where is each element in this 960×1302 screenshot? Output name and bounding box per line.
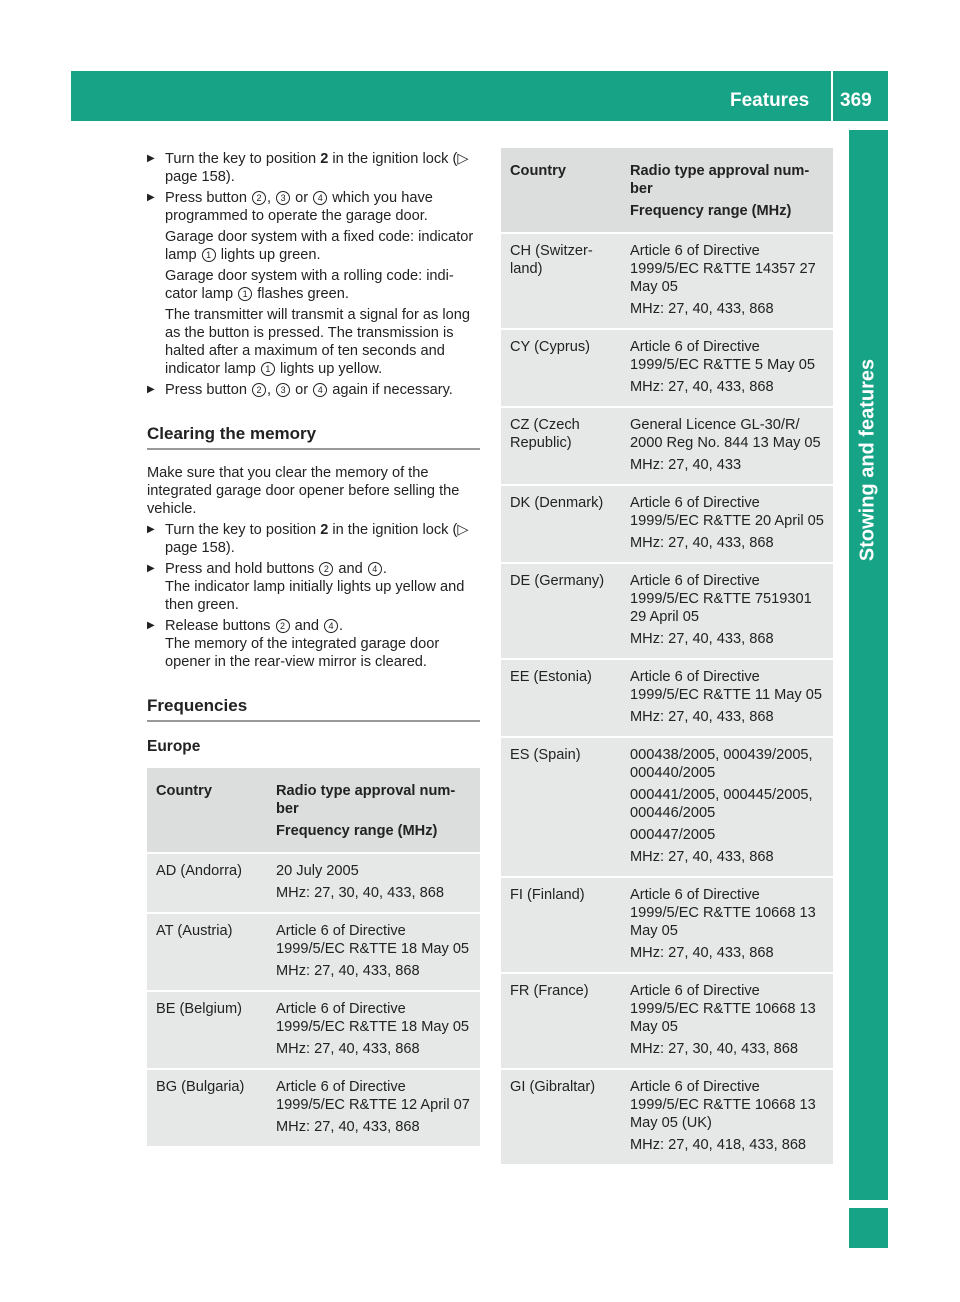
table-row: AT (Austria) Article 6 of Directive 1999/5/EC R&TTE 18 May 05 MHz: 27, 40, 433, 868 — [147, 913, 480, 991]
frequency-table-right — [501, 148, 833, 1166]
heading-clearing-memory: Clearing the memory — [147, 425, 480, 450]
table-row: FI (Finland) Article 6 of Directive 1999/5/EC R&TTE 10668 13 May 05 MHz: 27, 40, 433, 868 — [501, 877, 833, 973]
heading-europe: Europe — [147, 738, 201, 755]
instruction-step: ▶ Press button 2 , 3 or 4 again if necessary. — [147, 381, 480, 399]
side-tab — [849, 130, 888, 1200]
col-header-approval: Radio type approval number Frequency range (MHz) — [621, 148, 833, 233]
button-2-icon: 2 — [252, 383, 266, 397]
instruction-step: ▶ Release buttons 2 and 4 . The memory of the integrated garage door opener in the rear-view mirror is cleared. — [147, 617, 480, 671]
button-4-icon: 4 — [368, 562, 382, 576]
left-column — [147, 150, 480, 1148]
page-link[interactable]: page 158). — [165, 540, 235, 556]
table-row: DK (Denmark) Article 6 of Directive 1999/5/EC R&TTE 20 April 05 MHz: 27, 40, 433, 868 — [501, 485, 833, 563]
table-row: ES (Spain) 000438/2005, 000439/2005, 000440/2005 000441/2005, 000445/2005, 000446/2005 000447/2005 MHz: 27, 40, 433, 868 — [501, 737, 833, 877]
button-2-icon: 2 — [276, 619, 290, 633]
button-3-icon: 3 — [276, 383, 290, 397]
table-row: BG (Bulgaria) Article 6 of Directive 1999/5/EC R&TTE 12 April 07 MHz: 27, 40, 433, 868 — [147, 1069, 480, 1147]
heading-frequencies: Frequencies — [147, 697, 480, 722]
button-2-icon: 2 — [319, 562, 333, 576]
section-title: Features — [730, 90, 810, 111]
col-header-country: Country — [501, 148, 621, 233]
instruction-step: ▶ Turn the key to position 2 in the ignition lock (▷ page 158). — [147, 521, 480, 557]
result-text: Garage door system with a rolling code: indicator lamp 1 flashes green. — [165, 268, 454, 302]
table-header-row — [501, 148, 833, 233]
col-header-approval: Radio type approval number Frequency range (MHz) — [267, 768, 480, 853]
header-divider — [831, 71, 833, 121]
table-row: BE (Belgium) Article 6 of Directive 1999/5/EC R&TTE 18 May 05 MHz: 27, 40, 433, 868 — [147, 991, 480, 1069]
page-ref-arrow-icon: ▷ — [457, 151, 469, 167]
instruction-step: ▶ Press button 2 , 3 or 4 which you have programmed to operate the garage door. — [147, 189, 480, 225]
table-row: FR (France) Article 6 of Directive 1999/5/EC R&TTE 10668 13 May 05 MHz: 27, 30, 40, 433, 868 — [501, 973, 833, 1069]
result-text: Garage door system with a fixed code: indicator lamp 1 lights up green. — [165, 229, 474, 263]
button-4-icon: 4 — [313, 383, 327, 397]
clear-intro: Make sure that you clear the memory of the integrated garage door opener before selling the vehicle. — [147, 465, 460, 517]
table-row: GI (Gibraltar) Article 6 of Directive 1999/5/EC R&TTE 10668 13 May 05 (UK) MHz: 27, 40, 418, 433, 868 — [501, 1069, 833, 1165]
button-4-icon: 4 — [313, 191, 327, 205]
lamp-1-icon: 1 — [238, 287, 252, 301]
side-marker — [849, 1208, 888, 1248]
lamp-1-icon: 1 — [261, 362, 275, 376]
page-link[interactable]: page 158). — [165, 169, 235, 185]
table-row: CZ (Czech Republic) General Licence GL-30/R/ 2000 Reg No. 844 13 May 05 MHz: 27, 40, 433 — [501, 407, 833, 485]
table-row: EE (Estonia) Article 6 of Directive 1999/5/EC R&TTE 11 May 05 MHz: 27, 40, 433, 868 — [501, 659, 833, 737]
col-header-country: Country — [147, 768, 267, 853]
side-tab-label: Stowing and features — [856, 358, 879, 562]
page-number: 369 — [840, 90, 872, 111]
table-row: CH (Switzerland) Article 6 of Directive 1999/5/EC R&TTE 14357 27 May 05 MHz: 27, 40, 433, 868 — [501, 233, 833, 329]
table-row: CY (Cyprus) Article 6 of Directive 1999/5/EC R&TTE 5 May 05 MHz: 27, 40, 433, 868 — [501, 329, 833, 407]
page-ref-arrow-icon: ▷ — [457, 522, 469, 538]
table-header-row — [147, 768, 480, 853]
lamp-1-icon: 1 — [202, 248, 216, 262]
instruction-step: ▶ Press and hold buttons 2 and 4 . The indicator lamp initially lights up yellow and then green. — [147, 560, 480, 614]
frequency-table-left — [147, 768, 480, 1148]
instruction-step: ▶ Turn the key to position 2 in the ignition lock (▷ page 158). — [147, 150, 480, 186]
result-text: The transmitter will transmit a signal for as long as the button is pressed. The transmission is halted after a maximum of ten seconds and indicator lamp 1 lights up yellow. — [165, 307, 470, 377]
button-4-icon: 4 — [324, 619, 338, 633]
table-row: DE (Germany) Article 6 of Directive 1999/5/EC R&TTE 7519301 29 April 05 MHz: 27, 40, 433, 868 — [501, 563, 833, 659]
table-row: AD (Andorra) 20 July 2005 MHz: 27, 30, 40, 433, 868 — [147, 853, 480, 913]
button-2-icon: 2 — [252, 191, 266, 205]
button-3-icon: 3 — [276, 191, 290, 205]
